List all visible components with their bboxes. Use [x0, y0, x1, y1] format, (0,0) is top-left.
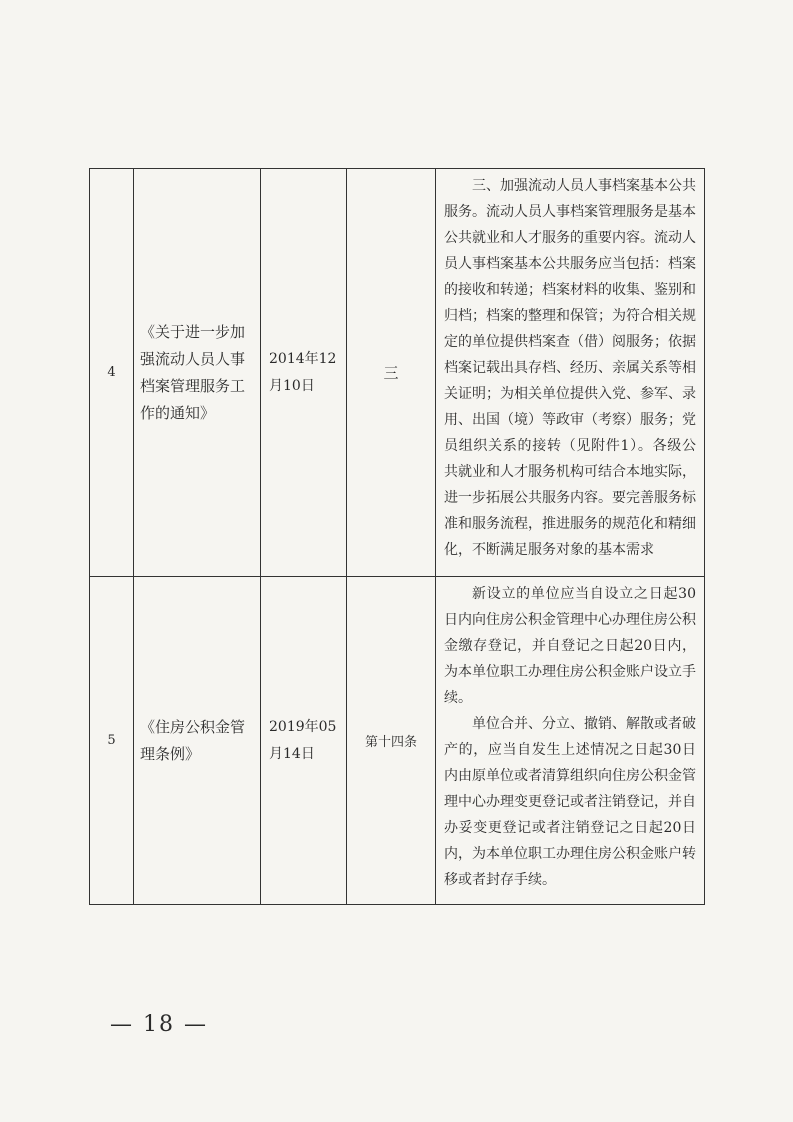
table-row [90, 169, 705, 577]
row-number: 5 [90, 577, 134, 905]
issue-date: 2019年05月14日 [261, 577, 347, 905]
content-paragraph: 单位合并、分立、撤销、解散或者破产的，应当自发生上述情况之日起30日内由原单位或者清算组织向住房公积金管理中心办理变更登记或者注销登记，并自办妥变更登记或者注销登记之日起20日内，为本单位职工办理住房公积金账户转移或者封存手续。 [444, 716, 696, 888]
article-number: 第十四条 [347, 577, 436, 905]
page-number: — 18 — [110, 1012, 208, 1037]
regulation-table [89, 168, 705, 905]
table-row [90, 577, 705, 905]
content-paragraph: 新设立的单位应当自设立之日起30日内向住房公积金管理中心办理住房公积金缴存登记，并自登记之日起20日内，为本单位职工办理住房公积金账户设立手续。 [444, 586, 696, 706]
article-content [436, 577, 705, 905]
article-number: 三 [347, 169, 436, 577]
document-name: 《住房公积金管理条例》 [134, 577, 261, 905]
row-number: 4 [90, 169, 134, 577]
issue-date: 2014年12月10日 [261, 169, 347, 577]
content-paragraph: 三、加强流动人员人事档案基本公共服务。流动人员人事档案管理服务是基本公共就业和人才服务的重要内容。流动人员人事档案基本公共服务应当包括：档案的接收和转递；档案材料的收集、鉴别和归档；档案的整理和保管；为符合相关规定的单位提供档案查（借）阅服务；依据档案记载出具存档、经历、亲属关系等相关证明；为相关单位提供入党、参军、录用、出国（境）等政审（考察）服务；党员组织关系的接转（见附件1）。各级公共就业和人才服务机构可结合本地实际，进一步拓展公共服务内容。要完善服务标准和服务流程，推进服务的规范化和精细化，不断满足服务对象的基本需求 [444, 178, 696, 558]
article-content [436, 169, 705, 577]
document-name: 《关于进一步加强流动人员人事档案管理服务工作的通知》 [134, 169, 261, 577]
